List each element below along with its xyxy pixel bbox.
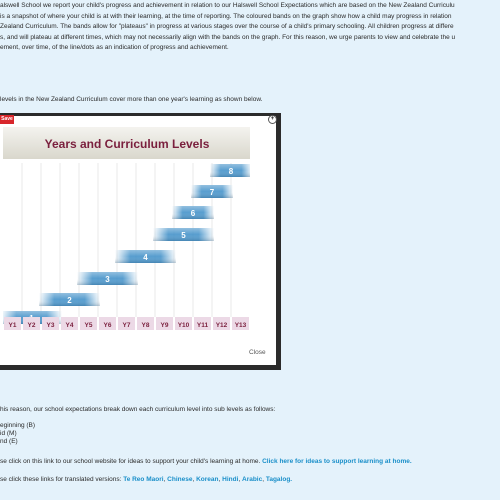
level-label-6: 6 [190, 209, 196, 218]
close-link[interactable]: Close [249, 349, 266, 356]
x-tick-label: Y12 [215, 322, 228, 329]
link-tagalog[interactable]: Tagalog. [265, 476, 293, 483]
sublevel-item: eginning (B) [0, 422, 36, 429]
level-label-2: 2 [67, 296, 72, 305]
translated-text: se click these links for translated versions: [0, 476, 122, 483]
save-button[interactable]: Save [1, 116, 13, 122]
chart-svg [3, 125, 250, 331]
link-te-reo-maori[interactable]: Te Reo Maori [123, 476, 164, 483]
link-arabic[interactable]: Arabic [242, 476, 263, 483]
link-korean[interactable]: Korean [196, 476, 219, 483]
level-label-5: 5 [181, 231, 186, 240]
level-label-3: 3 [105, 275, 110, 284]
intro-line: alswell School we report your child's progress and achievement in relation to our Halswell School Expectations which are based on the New Zealand Curriculu [0, 2, 455, 9]
level-label-4: 4 [143, 253, 148, 262]
x-tick-label: Y11 [196, 322, 209, 329]
x-tick-label: Y5 [84, 322, 93, 329]
x-tick-label: Y7 [122, 322, 131, 329]
intro-line: ement, over time, of the line/dots as an indication of progress and achievement. [0, 44, 229, 51]
x-tick-label: Y13 [234, 322, 247, 329]
chart-bands [3, 164, 250, 324]
link-chinese[interactable]: Chinese [167, 476, 193, 483]
intro-paragraph [0, 1, 455, 54]
close-icon[interactable]: + [268, 115, 277, 124]
curriculum-chart [3, 125, 250, 331]
ideas-link[interactable]: Click here for ideas to support learning at home. [262, 458, 412, 465]
level-label-7: 7 [209, 188, 215, 197]
intro-line: Zealand Curriculum. The bands allow for "plateaus" in progress at various stages over the course of a child's primary schooling. All children progress at differe [0, 23, 454, 30]
x-tick-label: Y9 [160, 322, 169, 329]
x-tick-label: Y1 [8, 322, 17, 329]
levels-note: levels in the New Zealand Curriculum cover more than one year's learning as shown below. [0, 96, 263, 103]
intro-line: s, and will plateau at different times, which may not necessarily align with the bands on the graph. For this reason, we urge parents to view and celebrate the u [0, 33, 456, 41]
translated-paragraph: se click these links for translated versions: Te Reo Maori, Chinese, Korean, Hindi, Arabic, Tagalog. [0, 476, 293, 483]
x-tick-label: Y4 [65, 322, 74, 329]
ideas-text: se click on this link to our school website for ideas to support your child's learning at home. [0, 458, 261, 465]
x-tick-label: Y6 [103, 322, 112, 329]
link-hindi[interactable]: Hindi [222, 476, 239, 483]
sublevel-item: nd (E) [0, 438, 18, 445]
x-tick-label: Y2 [27, 322, 36, 329]
x-tick-label: Y8 [141, 322, 150, 329]
chart-title: Years and Curriculum Levels [44, 137, 210, 151]
sublevel-item: id (M) [0, 430, 17, 437]
x-tick-label: Y10 [177, 322, 190, 329]
x-tick-label: Y3 [46, 322, 55, 329]
sublevel-list [0, 421, 35, 445]
sublevel-intro: his reason, our school expectations break down each curriculum level into sub levels as follows: [0, 406, 276, 413]
intro-line: is a snapshot of where your child is at with their learning, at the time of reporting. The coloured bands on the graph show how a child may progress in relation [0, 12, 452, 20]
ideas-paragraph [0, 457, 412, 468]
level-label-8: 8 [228, 167, 234, 176]
